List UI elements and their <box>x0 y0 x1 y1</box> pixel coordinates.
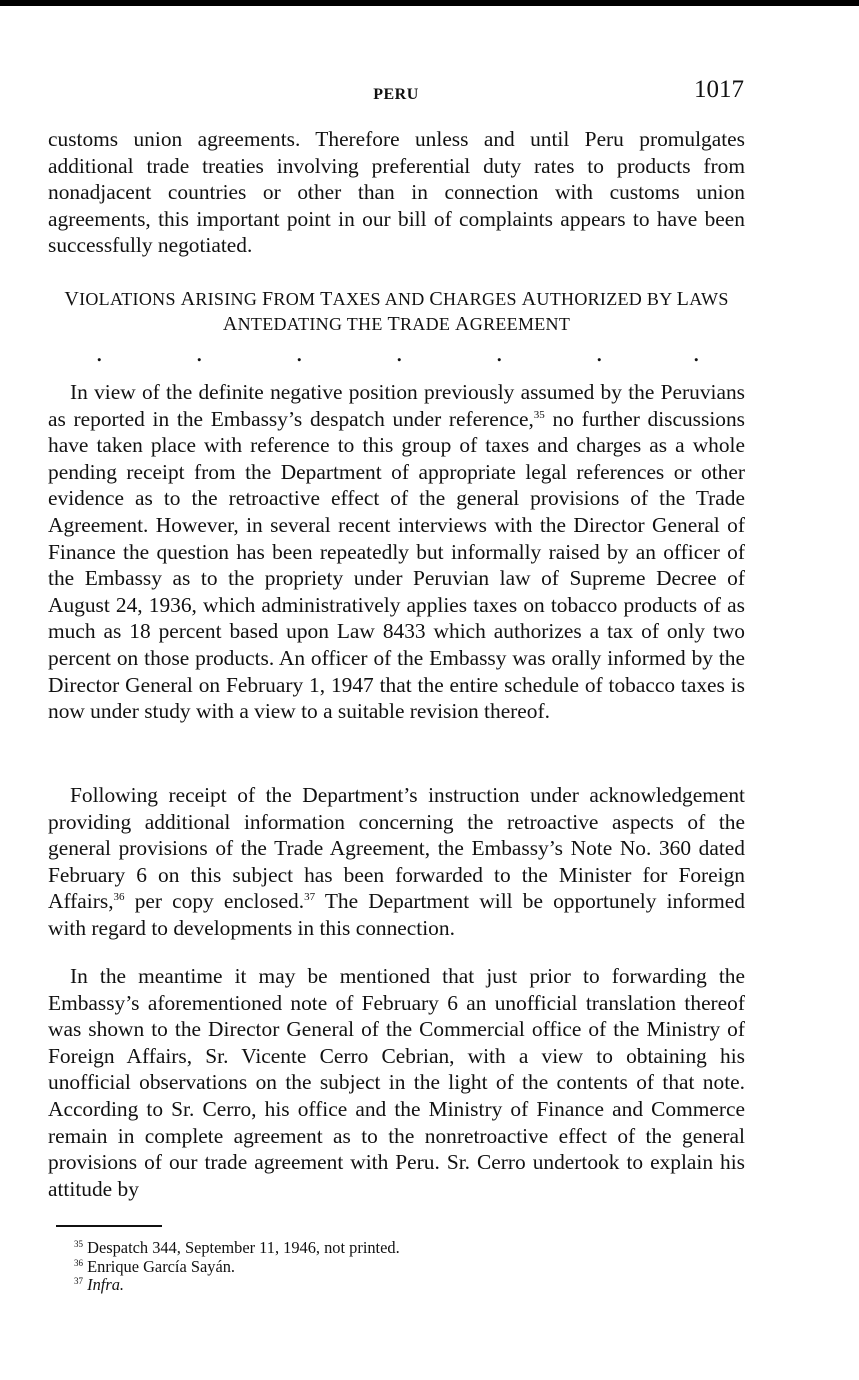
ellipsis-dot: . <box>196 338 203 367</box>
footnote-ref-36: 36 <box>113 891 125 904</box>
ellipsis-dot: . <box>296 338 303 367</box>
paragraph-tobacco-taxes: In view of the definite negative position previously assumed by the Peruvians as reported in the Embassy’s despatch under reference,$^{35}$ no further discussions have taken place with reference to this group of taxes and charges as a whole pending receipt from the Department of appropriate legal references or other evidence as to the retroactive effect of the general provisions of the Trade Agreement. However, in several recent interviews with the Director General of Finance the question has been repeatedly but informally raised by an officer of the Embassy as to the propriety under Peruvian law of Supreme Decree of August 24, 1936, which administratively applies taxes on tobacco products of as much as 18 percent based upon Law 8433 which authorizes a tax of only two percent on those products. An officer of the Embassy was orally informed by the Director General on February 1, 1947 that the entire schedule of tobacco taxes is now under study with a view to a suitable revision thereof. <box>48 380 745 724</box>
footnotes <box>74 1239 400 1295</box>
ellipsis-dot: . <box>96 338 103 367</box>
page-number: 1017 <box>694 76 744 103</box>
running-title: PERU <box>373 86 419 103</box>
ellipsis-dots <box>48 340 745 370</box>
footnote-36: $^{36}$ Enrique García Sayán. <box>74 1256 236 1276</box>
page-top-border <box>0 0 859 6</box>
running-head <box>48 76 744 112</box>
ellipsis-dot: . <box>496 338 503 367</box>
ellipsis-dot: . <box>693 338 700 367</box>
footnote-35: $^{35}$ Despatch 344, September 11, 1946, not printed. <box>74 1238 400 1257</box>
paragraph-cerro: In the meantime it may be mentioned that just prior to forwarding the Embassy’s aforementioned note of February 6 an unofficial translation thereof was shown to the Director General of the Commercial office of the Ministry of Foreign Affairs, Sr. Vicente Cerro Cebrian, with a view to obtaining his unofficial observations on the subject in the light of the contents of that note. According to Sr. Cerro, his office and the Ministry of Finance and Commerce remain in complete agreement as to the nonretroactive effect of the general provisions of our trade agreement with Peru. Sr. Cerro undertook to explain his attitude by <box>48 964 745 1201</box>
ellipsis-dot: . <box>596 338 603 367</box>
section-heading: VIOLATIONS ARISING FROM TAXES AND CHARGES AUTHORIZED BY LAWS ANTEDATING THE TRADE AGREEMENT <box>64 288 729 335</box>
footnote-divider <box>56 1225 162 1227</box>
ellipsis-dot: . <box>396 338 403 367</box>
paragraph-continued: customs union agreements. Therefore unless and until Peru promulgates additional trade treaties involving preferential duty rates to products from nonadjacent countries or other than in connection with customs union agreements, this important point in our bill of complaints appears to have been successfully negotiated. <box>48 127 745 258</box>
footnote-37: $^{37}$ Infra. <box>74 1275 124 1294</box>
footnote-ref-35: 35 <box>533 408 545 421</box>
paragraph-note-360: Following receipt of the Department’s instruction under acknowledgement providing additional information concerning the retroactive aspects of the general provisions of the Trade Agreement, the Embassy’s Note No. 360 dated February 6 on this subject has been forwarded to the Minister for Foreign Affairs,$^{36}$ per copy enclosed.$^{37}$ The Department will be opportunely informed with regard to developments in this connection. <box>48 783 746 940</box>
footnote-ref-37: 37 <box>304 891 316 904</box>
